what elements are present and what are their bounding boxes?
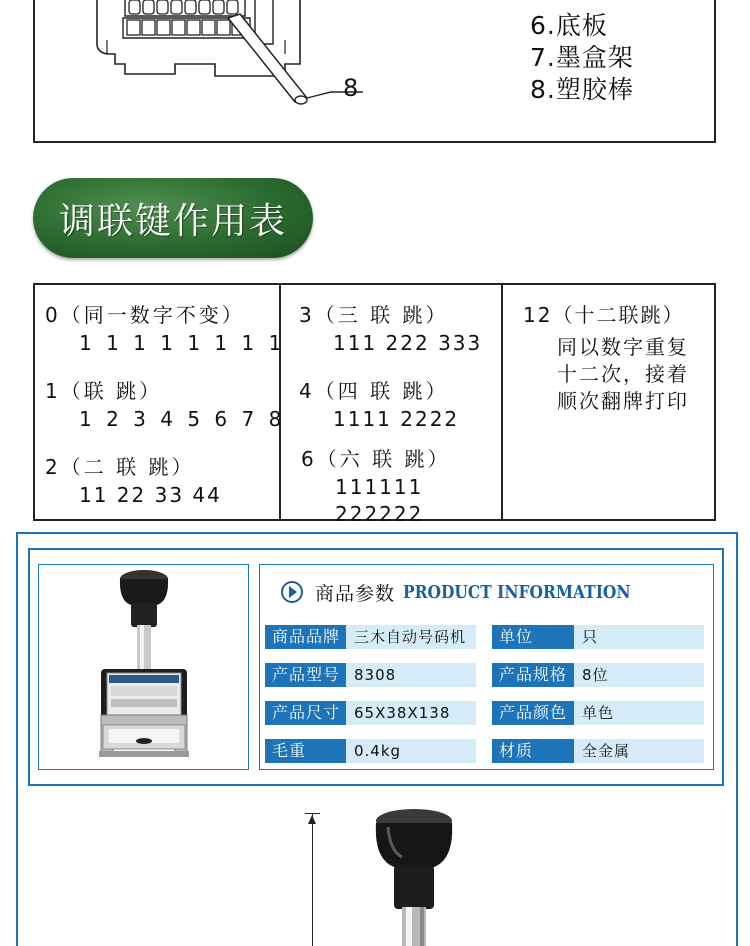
spec-label: 毛重 — [265, 739, 346, 763]
spec-label: 产品规格 — [492, 663, 574, 687]
spec-label: 材质 — [492, 739, 574, 763]
spec-row — [492, 739, 704, 763]
spec-value: 单色 — [574, 701, 704, 725]
description-line: 顺次翻牌打印 — [557, 389, 689, 413]
dimension-line — [312, 813, 313, 946]
mode-name: 1（联 跳） — [45, 379, 163, 403]
parts-list — [530, 0, 634, 106]
section-title: 调联键作用表 — [58, 200, 287, 242]
mode-description — [557, 334, 689, 415]
mode-name: 3（三 联 跳） — [299, 303, 449, 327]
mode-example: 1111 2222 — [333, 407, 460, 431]
mode-example: 1 1 1 1 1 1 1 1 — [79, 331, 286, 355]
spec-label: 产品型号 — [265, 663, 346, 687]
section-title-badge — [33, 178, 313, 258]
mode-example: 11 22 33 44 — [79, 483, 222, 507]
play-circle-icon — [281, 581, 303, 603]
table-cell — [45, 451, 222, 507]
callout-label: 8 — [343, 74, 359, 102]
spec-label: 单位 — [492, 625, 574, 649]
spec-label: 产品颜色 — [492, 701, 574, 725]
product-info-title-en: PRODUCT INFORMATION — [403, 581, 631, 603]
mode-example: 111 222 333 — [333, 331, 483, 355]
product-closeup-image — [360, 805, 470, 946]
description-line: 同以数字重复 — [557, 335, 689, 359]
spec-value: 三木自动号码机 — [346, 625, 476, 649]
spec-row — [492, 701, 704, 725]
product-photo — [39, 565, 250, 771]
link-key-table — [33, 283, 716, 526]
parts-list-item: 7.墨盒架 — [530, 43, 634, 72]
spec-value: 只 — [574, 625, 704, 649]
spec-row — [492, 663, 704, 687]
mode-example: 1 2 3 4 5 6 7 8 — [79, 407, 286, 431]
table-cell — [45, 375, 285, 431]
spec-row — [265, 663, 476, 687]
product-info-title-cn: 商品参数 — [315, 582, 396, 605]
spec-value: 8308 — [346, 663, 476, 687]
parts-diagram-box — [33, 0, 716, 143]
spec-value: 8位 — [574, 663, 704, 687]
column-divider — [501, 285, 503, 519]
description-line: 十二次，接着 — [557, 362, 689, 386]
spec-row — [265, 625, 476, 649]
spec-value: 全金属 — [574, 739, 704, 763]
product-info-header — [281, 578, 668, 606]
table-cell — [45, 299, 285, 355]
spec-label: 产品尺寸 — [265, 701, 346, 725]
mode-name: 6（六 联 跳） — [301, 447, 451, 471]
mode-name: 0（同一数字不变） — [45, 303, 245, 327]
numbering-machine-diagram — [95, 0, 435, 134]
table-cell — [523, 299, 689, 415]
mode-name: 4（四 联 跳） — [299, 379, 449, 403]
spec-row — [492, 625, 704, 649]
mode-name: 12（十二联跳） — [523, 303, 685, 327]
mode-name: 2（二 联 跳） — [45, 455, 195, 479]
spec-value: 0.4kg — [346, 739, 476, 763]
product-photo-frame — [38, 564, 249, 770]
mode-example: 222222 — [335, 502, 424, 526]
table-cell — [299, 299, 482, 355]
parts-list-item: 6.底板 — [530, 11, 608, 40]
spec-row — [265, 701, 476, 725]
spec-row — [265, 739, 476, 763]
spec-label: 商品品牌 — [265, 625, 346, 649]
spec-value: 65X38X138 — [346, 701, 476, 725]
table-cell — [299, 375, 459, 431]
table-cell — [301, 443, 450, 526]
mode-example: 111111 — [335, 475, 424, 499]
parts-list-item: 8.塑胶棒 — [530, 75, 634, 104]
